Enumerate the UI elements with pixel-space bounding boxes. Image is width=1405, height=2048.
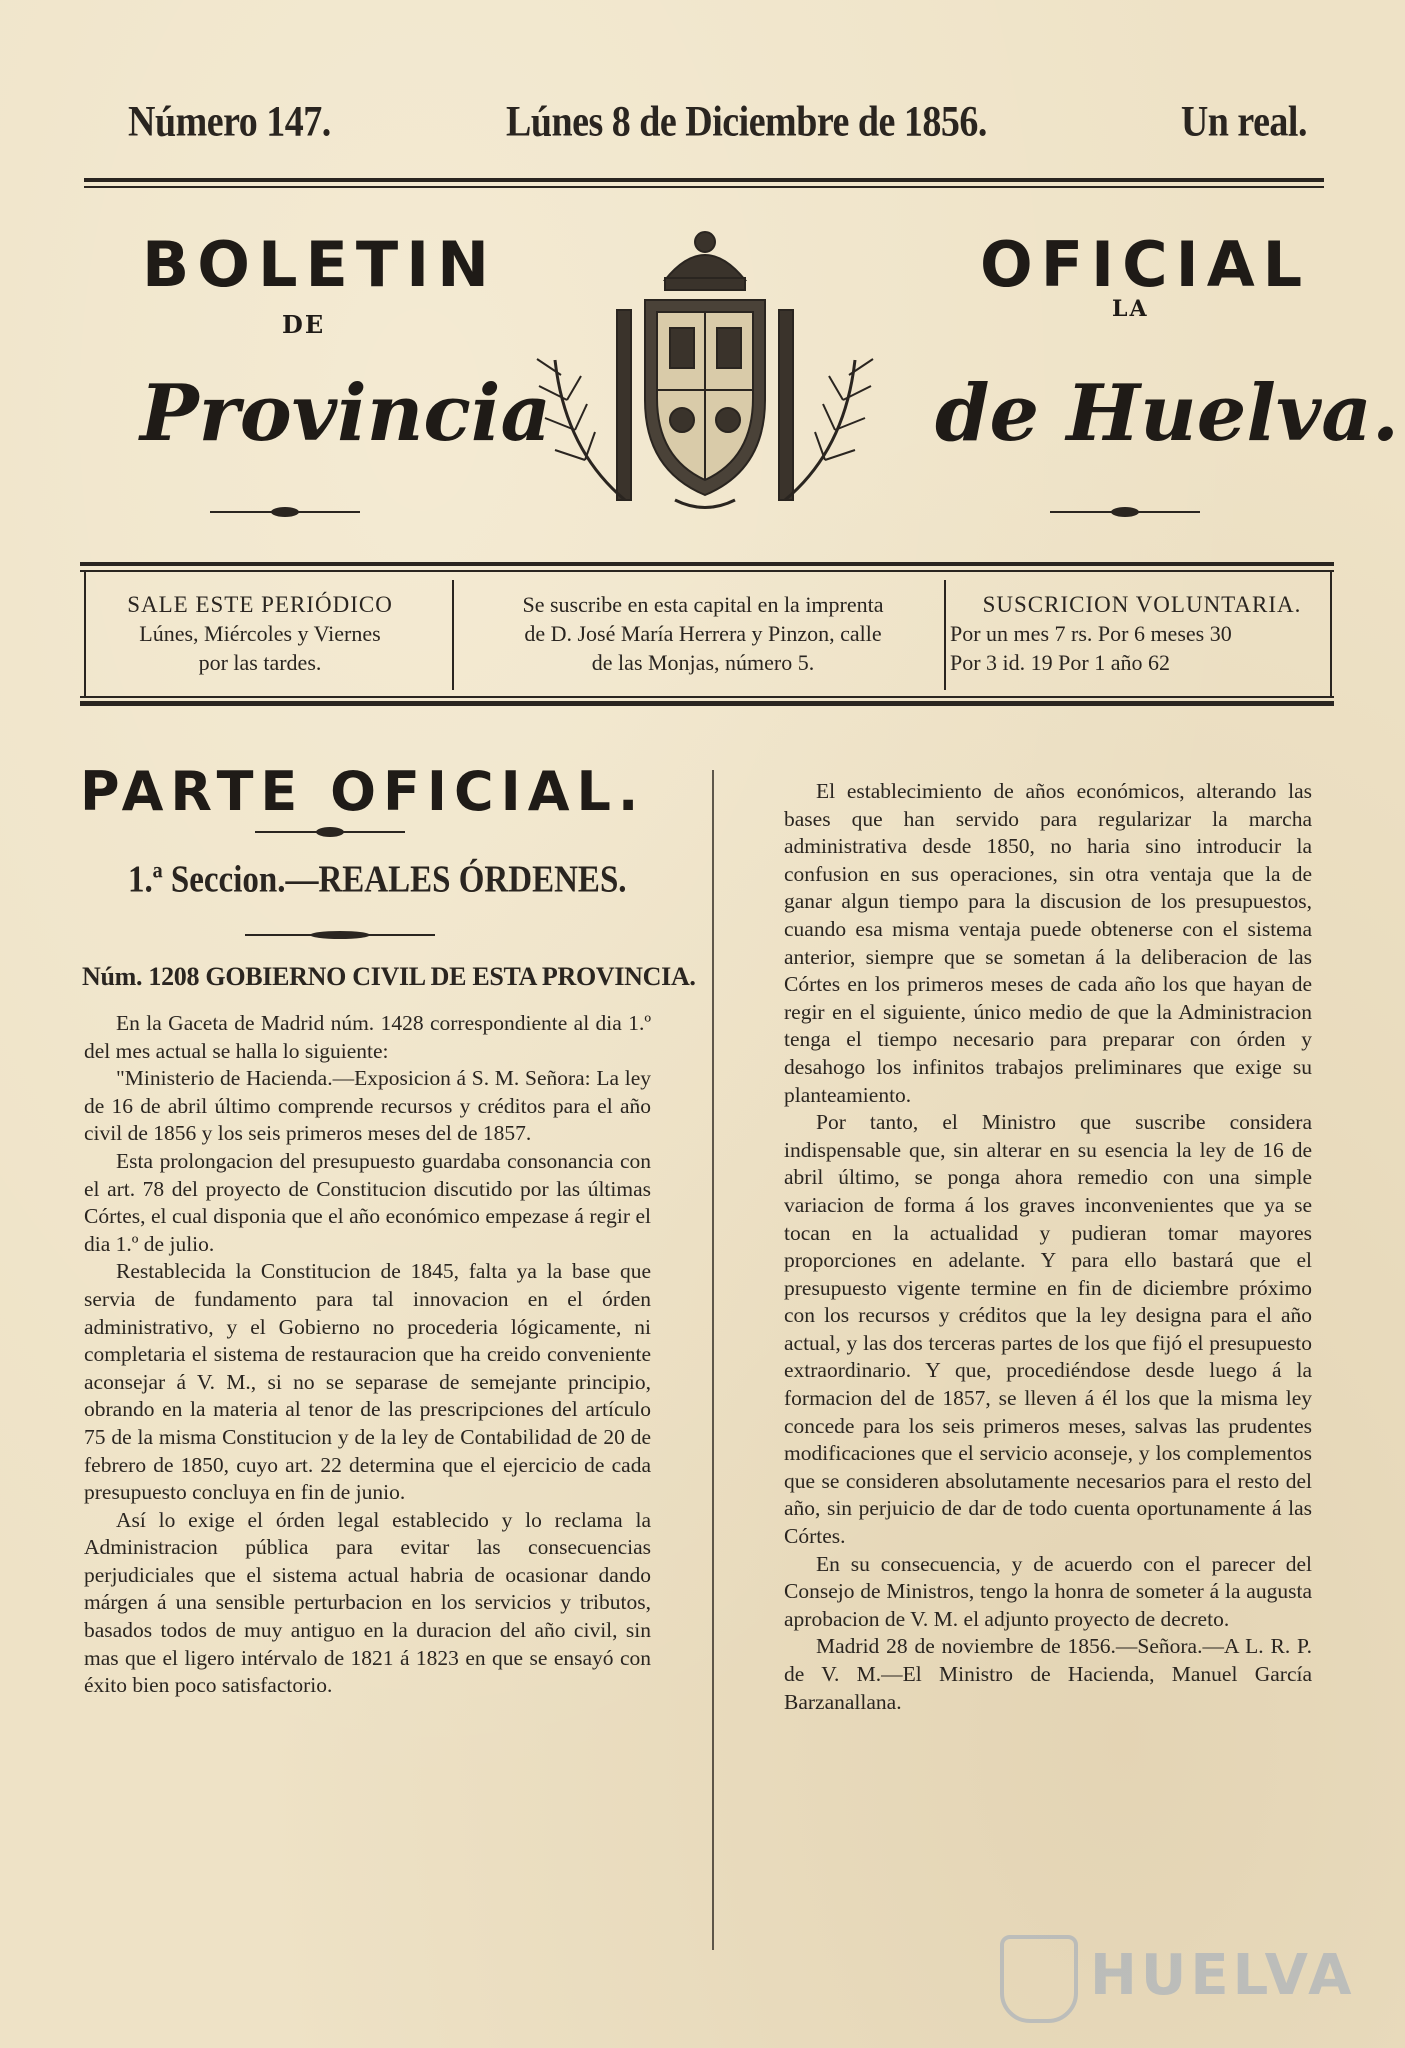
top-rule-thin [84,186,1324,188]
right-paragraph: Por tanto, el Ministro que suscribe considera indispensable que, sin alterar en su esencia la ley de 16 de abril último, se ponga ahora remedio con una simple variacion de forma á los graves inconvenientes que ya se tocan en la actualidad y pudieran tomar mayores proporciones en adelante. Y para ello bastará que el presupuesto vigente termine en fin de diciembre próximo con los recursos y créditos que la ley designa para el año actual, y las dos terceras partes de los que fijó el presupuesto extraordinario. Y que, procediéndose desde luego á la formacion del de 1857, se lleven á él los que la misma ley concede para los seis primeros meses, salvas las prudentes modificaciones que el servicio aconseje, y los complementos que se consideren absolutamente necesarios para el resto del año, sin perjuicio de dar de todo cuenta oportunamente á las Córtes. [784,1110,1312,1549]
title-boletin: BOLETIN [142,228,498,301]
top-rule-thick [84,178,1324,182]
stamp-text: HUELVA [1090,1943,1356,2008]
right-paragraph: Madrid 28 de noviembre de 1856.—Señora.—A L. R. P. de V. M.—El Ministro de Hacienda, Manuel García Barzanallana. [784,1634,1312,1714]
left-paragraph: "Ministerio de Hacienda.—Exposicion á S. M. Señora: La ley de 16 de abril último comprende recursos y créditos para el año civil de 1856 y los seis primeros meses del de 1857. [84,1066,651,1146]
left-paragraph: En la Gaceta de Madrid núm. 1428 correspondiente al dia 1.º del mes actual se halla lo siguiente: [84,1011,651,1063]
section-title-parte-oficial: PARTE OFICIAL. [80,760,646,823]
info-box [80,568,1334,700]
column-divider [712,770,714,1950]
issue-price: Un real. [1180,97,1307,146]
header-line [128,96,1307,154]
library-stamp [1000,1935,1356,2015]
info-subscription-line1: Se suscribe en esta capital en la imprenta [522,592,884,617]
info-prices [950,590,1334,677]
decree-number-heading: Núm. 1208 GOBIERNO CIVIL DE ESTA PROVINCIA. [82,962,696,991]
info-subscription-line3: de las Monjas, número 5. [591,650,815,675]
info-periodicity-time: por las tardes. [198,650,322,675]
info-subscription-place [468,590,938,677]
info-prices-line1: Por un mes 7 rs. Por 6 meses 30 [950,621,1232,646]
title-oficial: OFICIAL [980,228,1311,301]
right-paragraph: En su consecuencia, y de acuerdo con el parecer del Consejo de Ministros, tengo la honra de someter á la augusta aprobacion de V. M. el adjunto proyecto de decreto. [784,1551,1312,1631]
title-de-huelva: de Huelva. [935,368,1400,459]
issue-number: Número 147. [128,97,331,146]
left-paragraph: Así lo exige el órden legal establecido y lo reclama la Administracion pública para evitar las consecuencias perjudiciales que el sistema actual habria de ocasionar dando márgen á una sensible perturbacion en los servicios y tributos, basados todos de muy antiguo en la duracion del año civil, sin mas que el ligero intérvalo de 1821 á 1823 en que se ensayó con éxito bien poco satisfactorio. [84,1507,651,1698]
issue-date: Lúnes 8 de Diciembre de 1856. [506,97,987,146]
right-column-text [784,778,1312,1716]
info-prices-line2: Por 3 id. 19 Por 1 año 62 [950,650,1170,675]
right-paragraph: El establecimiento de años económicos, alterando las bases que han servido para regularizar la marcha administrativa desde 1850, no haria sino introducir la confusion en sus operaciones, sin otra ventaja que la de ganar algun tiempo para la discusion de los presupuestos, cuando esa misma ventaja puede obtenerse con el sistema anterior, siempre que se sometan á la deliberacion de las Córtes en los primeros meses de cada año los que hayan de regir en el siguiente, único medio de que la Administracion tenga el tiempo necesario para preparar con órden y desahogo los infinitos trabajos preliminares que exige su planteamiento. [784,779,1312,1107]
section-subtitle: 1.ª Seccion.—REALES ÓRDENES. [128,859,627,901]
left-paragraph: Esta prolongacion del presupuesto guardaba consonancia con el art. 78 del proyecto de Constitucion discutido por las últimas Córtes, el cual disponia que el año económico empezase á regir el dia 1.º de julio. [84,1148,651,1256]
left-column-text [84,1010,651,1700]
info-subscription-line2: de D. José María Herrera y Pinzon, calle [524,621,882,646]
left-paragraph: Restablecida la Constitucion de 1845, falta ya la base que servia de fundamento para tal innovacion en el órden administrativo, y el Gobierno no procederia lógicamente, ni completaria el sistema de restauracion que ha creido conveniente aconsejar á V. M., si no se separase de semejante principio, obrando en la materia al tenor de las prescripciones del artículo 75 de la misma Constitucion y de la ley de Contabilidad de 20 de febrero de 1850, cuyo art. 22 determina que el ejercicio de cada presupuesto concluya en fin de junio. [84,1259,651,1505]
ornament-left-icon [210,505,360,519]
info-divider-1 [452,580,454,690]
info-periodicity [80,590,440,677]
info-periodicity-title: SALE ESTE PERIÓDICO [127,592,393,617]
info-periodicity-days: Lúnes, Miércoles y Viernes [139,621,381,646]
ornament-right-icon [1050,505,1200,519]
ornament-parte-icon [255,825,405,839]
ornament-seccion-icon [245,928,435,942]
info-prices-title: SUSCRICION VOLUNTARIA. [982,592,1302,617]
info-rule-top-thick [80,562,1334,566]
stamp-shield-icon [1000,1935,1078,2023]
info-divider-2 [944,580,946,690]
title-de: DE [282,310,326,339]
title-la: LA [1112,296,1149,322]
info-rule-bottom-thick [80,701,1334,706]
coat-of-arms-icon [525,210,885,520]
title-provincia: Provincia [140,368,552,459]
